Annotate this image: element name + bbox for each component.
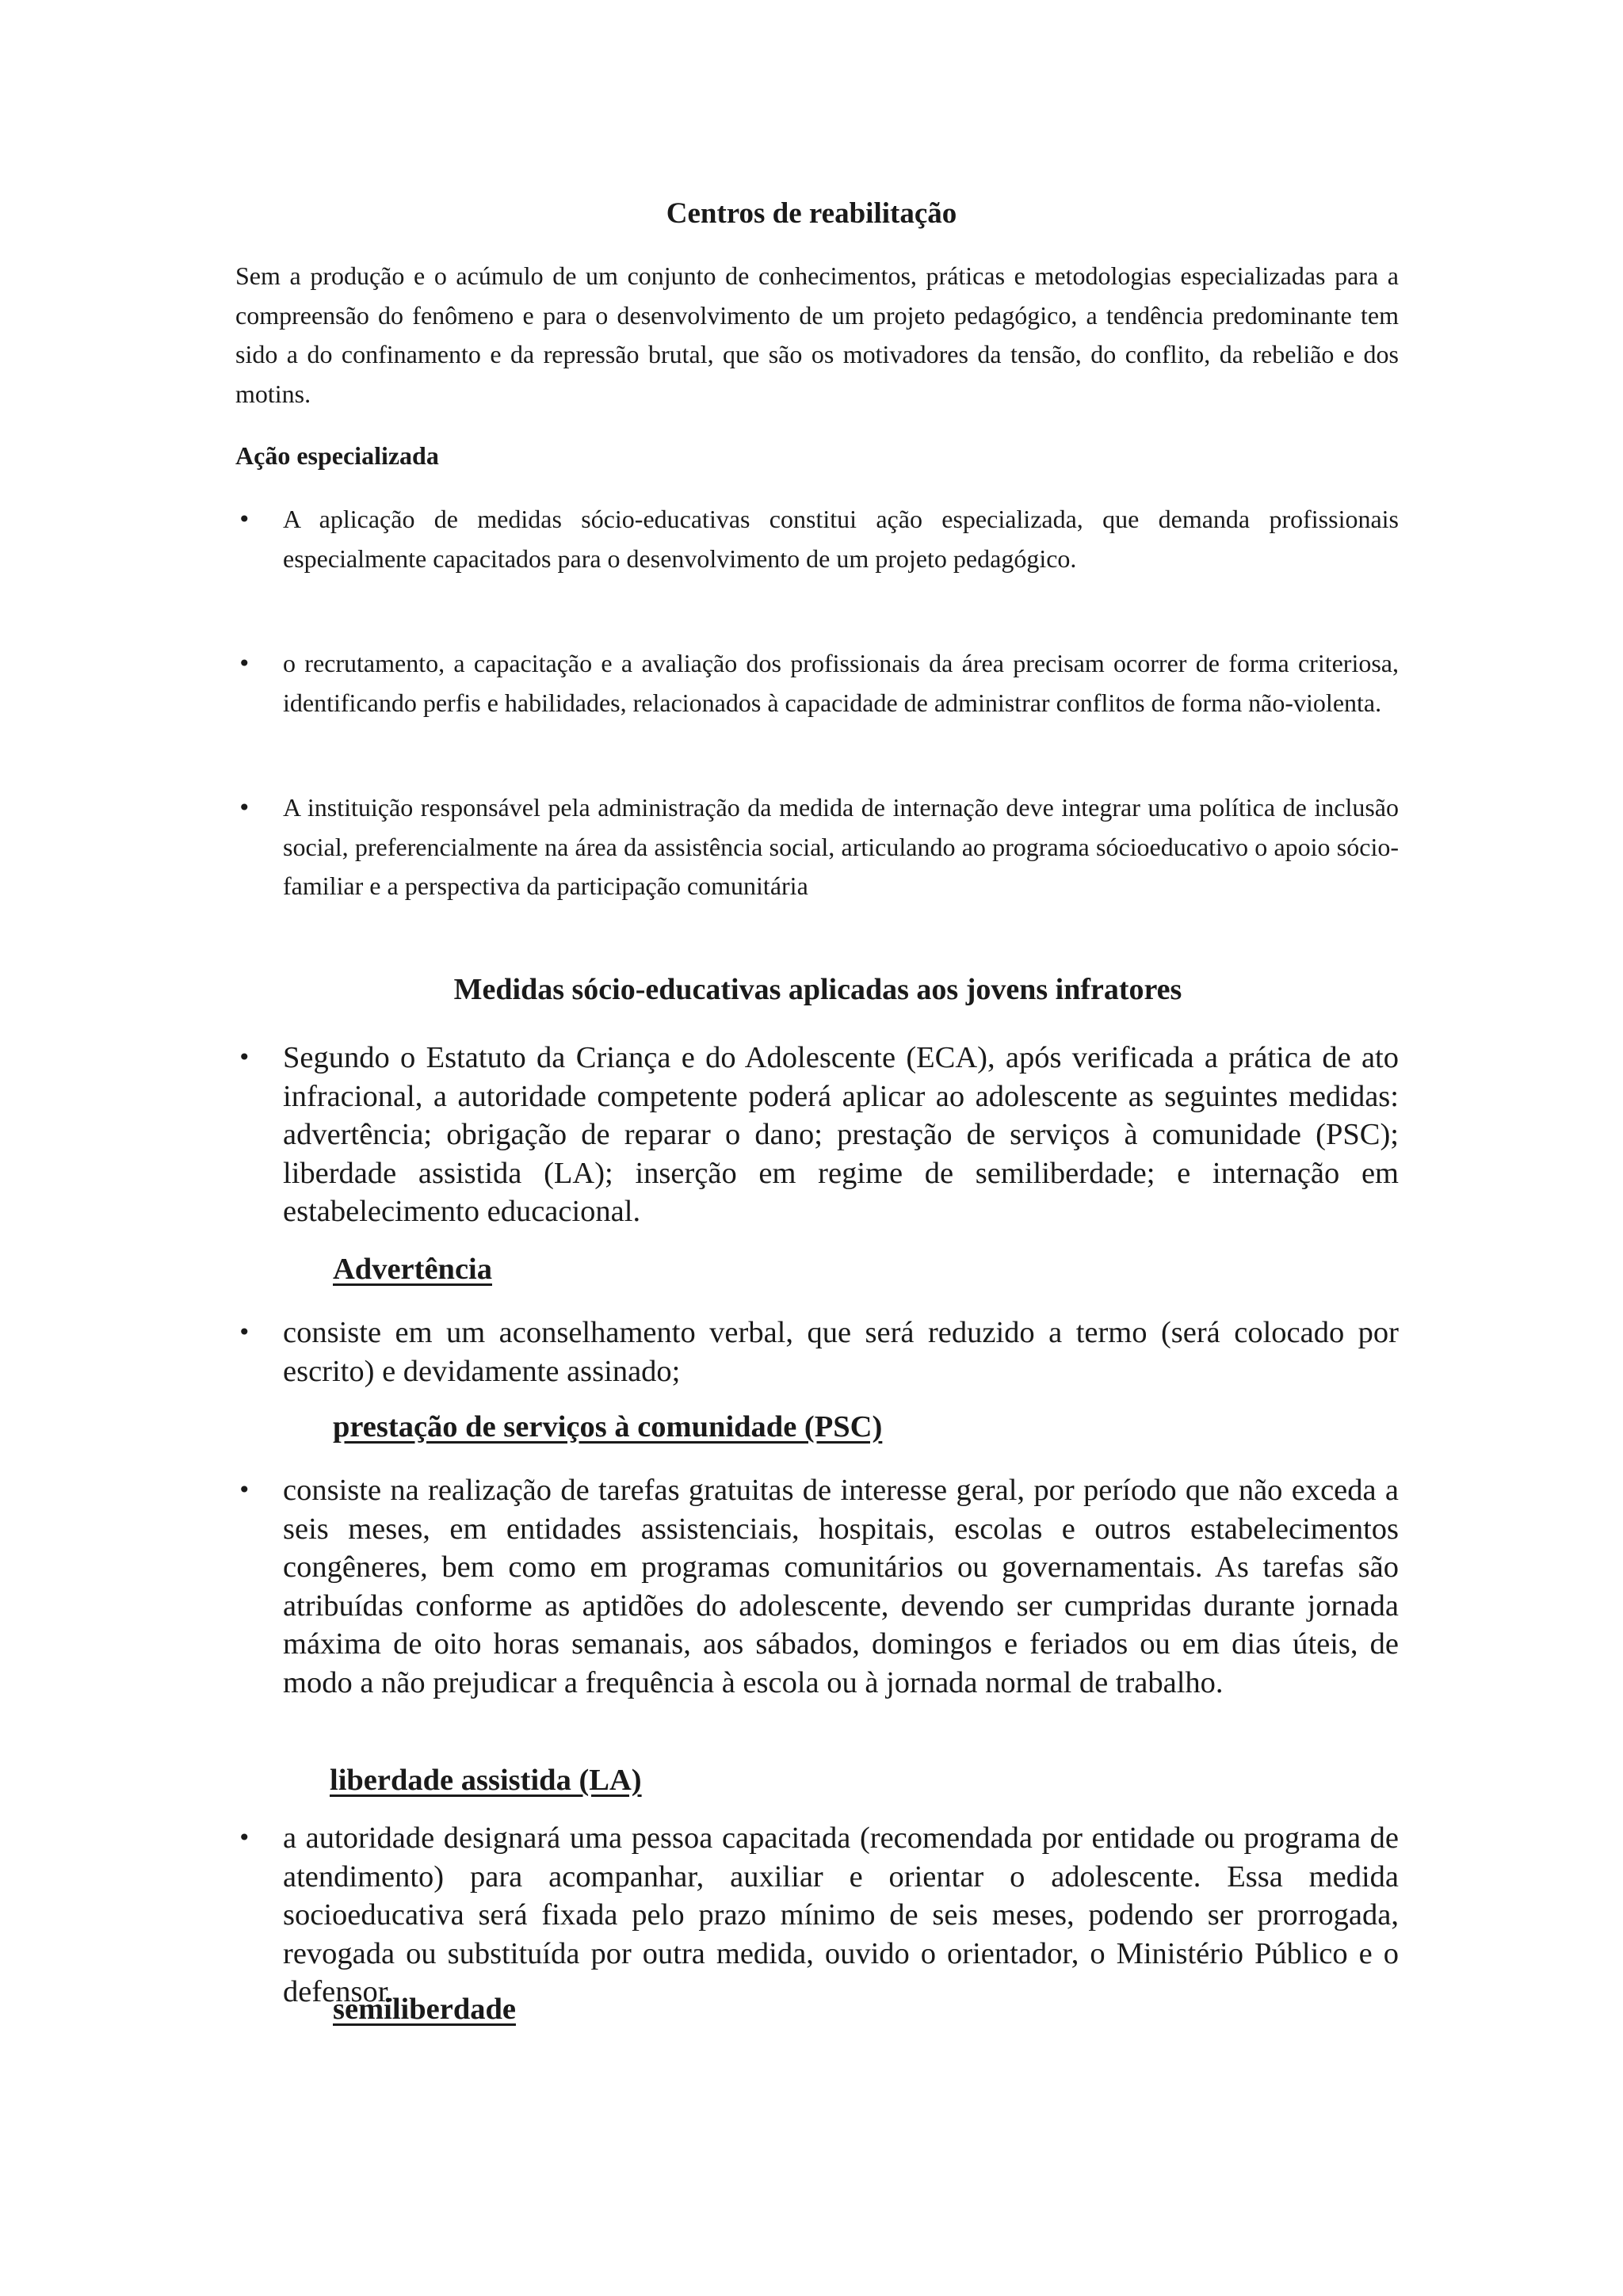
list-item bbox=[238, 500, 1399, 578]
bullet-icon: • bbox=[238, 795, 251, 821]
list-item-psc bbox=[238, 1471, 1399, 1702]
section-title-medidas: Medidas sócio-educativas aplicadas aos jovens infratores bbox=[453, 973, 1182, 1006]
list-item-text: o recrutamento, a capacitação e a avaliação dos profissionais da área precisam ocorrer de forma criteriosa, identificando perfis e habilidades, relacionados à capacidade de administrar conflitos de forma não-violenta. bbox=[283, 649, 1399, 717]
list-item-text: Segundo o Estatuto da Criança e do Adolescente (ECA), após verificada a prática de ato infracional, a autoridade competente poderá aplicar ao adolescente as seguintes medidas: advertência; obrigação de reparar o dano; prestação de serviços à comunidade (PSC); liberdade assistida (LA); inserção em regime de semiliberdade; e internação em estabelecimento educacional. bbox=[283, 1041, 1399, 1228]
list-item bbox=[238, 788, 1399, 906]
subheading-acao-especializada: Ação especializada bbox=[235, 441, 439, 470]
list-item-text: a autoridade designará uma pessoa capacitada (recomendada por entidade ou programa de atendimento) para acompanhar, auxiliar e orientar o adolescente. Essa medida socioeducativa será fixada pelo prazo mínimo de seis meses, podendo ser prorrogada, revogada ou substituída por outra medida, ouvido o orientador, o Ministério Público e o defensor. bbox=[283, 1821, 1399, 2008]
heading-psc: prestação de serviços à comunidade (PSC) bbox=[333, 1410, 883, 1444]
list-item-la bbox=[238, 1819, 1399, 2012]
bullet-icon: • bbox=[238, 1044, 251, 1070]
bullet-icon: • bbox=[238, 1319, 251, 1345]
document-title: Centros de reabilitação bbox=[666, 197, 957, 230]
bullet-icon: • bbox=[238, 506, 251, 532]
bullet-icon: • bbox=[238, 1477, 251, 1503]
bullet-icon: • bbox=[238, 650, 251, 677]
list-item-eca bbox=[238, 1039, 1399, 1231]
intro-paragraph: Sem a produção e o acúmulo de um conjunto de conhecimentos, práticas e metodologias especializadas para a compreensão do fenômeno e para o desenvolvimento de um projeto pedagógico, a tendência predominante tem sido a do confinamento e da repressão brutal, que são os motivadores da tensão, do conflito, da rebelião e dos motins. bbox=[235, 261, 1399, 408]
list-item-advertencia bbox=[238, 1314, 1399, 1390]
heading-liberdade-assistida: liberdade assistida (LA) bbox=[330, 1764, 642, 1797]
list-item-text: A instituição responsável pela administração da medida de internação deve integrar uma política de inclusão social, preferencialmente na área da assistência social, articulando ao programa sócioeducativo o apoio sócio-familiar e a perspectiva da participação comunitária bbox=[283, 793, 1399, 900]
heading-advertencia: Advertência bbox=[333, 1253, 492, 1286]
list-item-text: A aplicação de medidas sócio-educativas constitui ação especializada, que demanda profissionais especialmente capacitados para o desenvolvimento de um projeto pedagógico. bbox=[283, 505, 1399, 573]
heading-semiliberdade: semiliberdade bbox=[333, 1993, 516, 2026]
bullet-icon: • bbox=[238, 1825, 251, 1851]
list-item bbox=[238, 644, 1399, 723]
list-item-text: consiste na realização de tarefas gratuitas de interesse geral, por período que não exceda a seis meses, em entidades assistenciais, hospitais, escolas e outros estabelecimentos congêneres, bem como em programas comunitários ou governamentais. As tarefas são atribuídas conforme as aptidões do adolescente, devendo ser cumpridas durante jornada máxima de oito horas semanais, aos sábados, domingos e feriados ou em dias úteis, de modo a não prejudicar a frequência à escola ou à jornada normal de trabalho. bbox=[283, 1474, 1399, 1699]
list-item-text: consiste em um aconselhamento verbal, que será reduzido a termo (será colocado por escrito) e devidamente assinado; bbox=[283, 1316, 1399, 1388]
